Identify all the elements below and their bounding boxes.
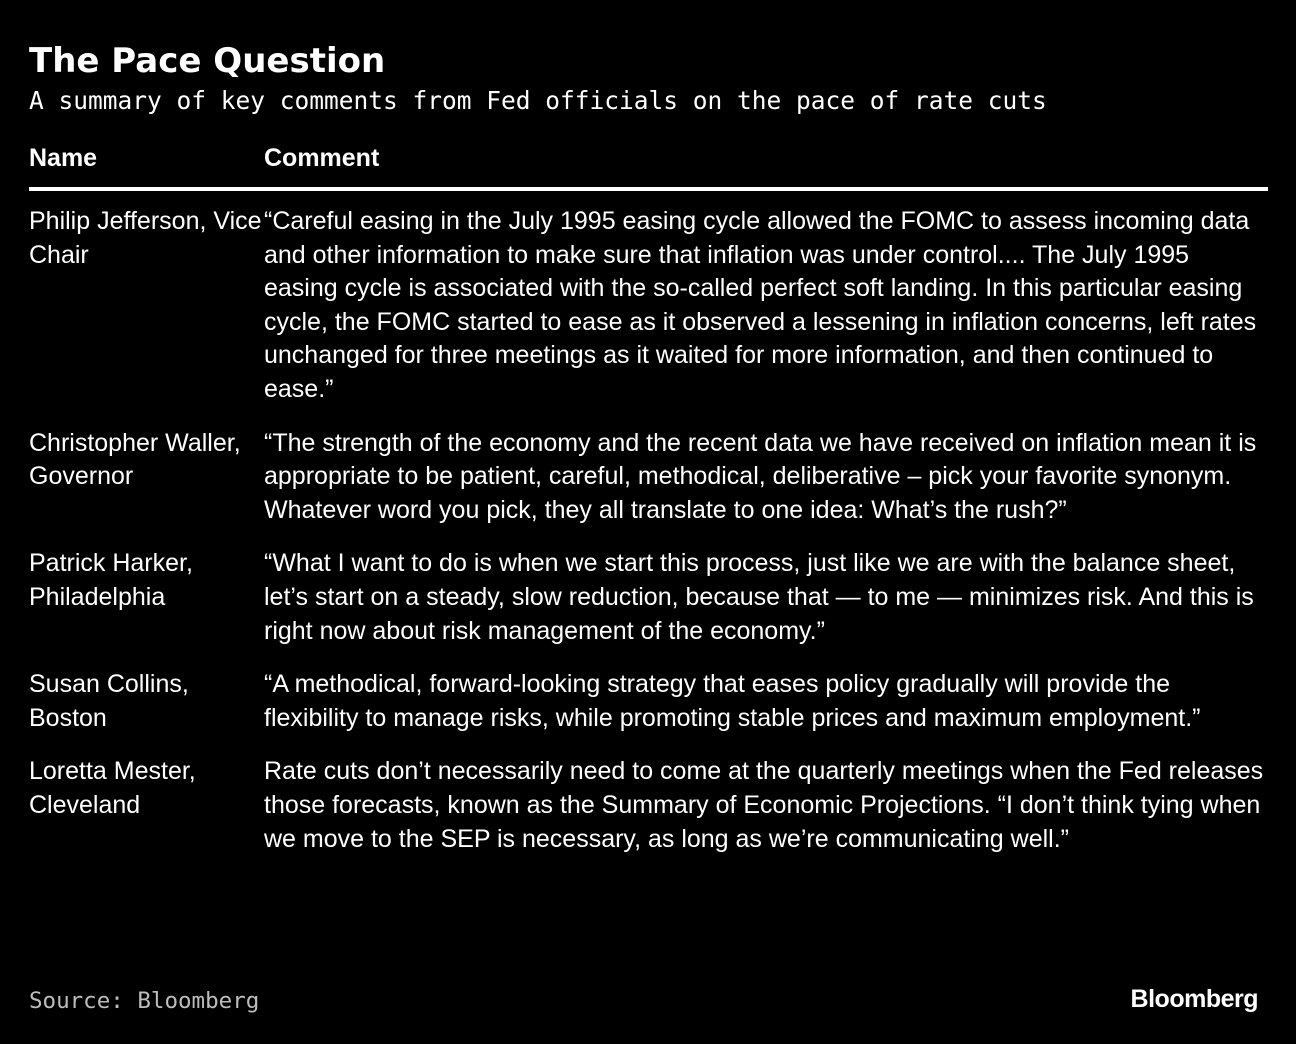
name-column-header: Name bbox=[29, 144, 98, 172]
official-comment: “What I want to do is when we start this process, just like we are with the balance sheet, let’s start on a steady, slow reduction, because that — to me — minimizes risk. And this is right now about risk management of the economy.” bbox=[264, 549, 1254, 645]
table-header-row bbox=[29, 138, 1268, 191]
source-note: Source: Bloomberg bbox=[29, 988, 260, 1014]
comment-column-header: Comment bbox=[264, 144, 380, 172]
page-subtitle: A summary of key comments from Fed officials on the pace of rate cuts bbox=[29, 86, 1047, 115]
comments-table bbox=[29, 138, 1268, 876]
official-name: Loretta Mester, Cleveland bbox=[29, 757, 196, 819]
table-row bbox=[29, 755, 1268, 856]
table-row bbox=[29, 205, 1268, 407]
official-name: Philip Jefferson, Vice Chair bbox=[29, 207, 262, 269]
table-row bbox=[29, 668, 1268, 735]
page-title: The Pace Question bbox=[29, 41, 386, 81]
official-comment: “Careful easing in the July 1995 easing cycle allowed the FOMC to assess incoming data and other information to make sure that inflation was under control.... The July 1995 easing cycle is associated with the so-called perfect soft landing. In this particular easing cycle, the FOMC started to ease as it observed a lessening in inflation concerns, left rates unchanged for three meetings as it waited for more information, and then continued to ease.” bbox=[264, 207, 1257, 403]
table-body bbox=[29, 191, 1268, 856]
official-name: Susan Collins, Boston bbox=[29, 670, 189, 732]
official-comment: Rate cuts don’t necessarily need to come at the quarterly meetings when the Fed releases those forecasts, known as the Summary of Economic Projections. “I don’t think tying when we move to the SEP is necessary, as long as we’re communicating well.” bbox=[264, 757, 1264, 853]
table-row bbox=[29, 547, 1268, 648]
table-row bbox=[29, 427, 1268, 528]
official-name: Christopher Waller, Governor bbox=[29, 428, 241, 491]
bloomberg-logo: Bloomberg bbox=[1130, 985, 1258, 1013]
official-comment: “The strength of the economy and the recent data we have received on inflation mean it is appropriate to be patient, careful, methodical, deliberative – pick your favorite synonym. Whatever word you pick, they all translate to one idea: What’s the rush?” bbox=[264, 428, 1257, 524]
official-comment: “A methodical, forward-looking strategy that eases policy gradually will provide the flexibility to manage risks, while promoting stable prices and maximum employment.” bbox=[264, 670, 1201, 732]
official-name: Patrick Harker, Philadelphia bbox=[29, 549, 193, 611]
